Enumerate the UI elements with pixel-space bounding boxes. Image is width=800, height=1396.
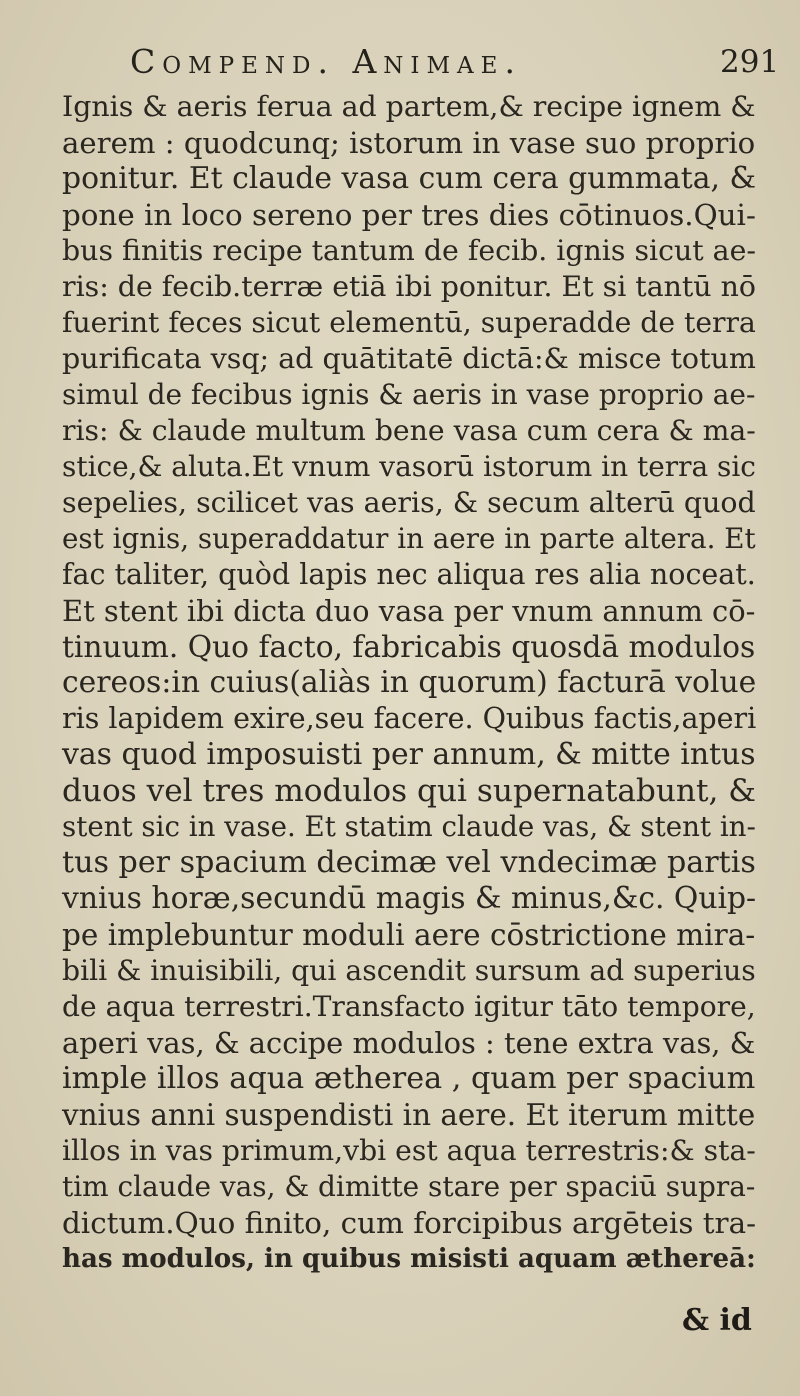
text-line: illos in vas primum,vbi est aqua terrestris:& sta- [62, 1134, 756, 1167]
text-line: cereos:in cuius(aliàs in quorum) facturā volue [62, 665, 757, 700]
page-header [0, 42, 800, 86]
text-line: Ignis & aeris ferua ad partem,& recipe ignem & [62, 90, 756, 123]
text-line: ris lapidem exire,seu facere. Quibus factis,aperi [62, 702, 757, 735]
text-line: bili & inuisibili, qui ascendit sursum ad superius [62, 954, 756, 987]
text-line: stent sic in vase. Et statim claude vas, & stent in- [62, 810, 756, 843]
text-line: bus finitis recipe tantum de fecib. ignis sicut ae- [62, 234, 756, 267]
text-line: tim claude vas, & dimitte stare per spaciū supra- [62, 1170, 756, 1203]
text-line: dictum.Quo finito, cum forcipibus argēteis tra- [62, 1206, 757, 1240]
text-line: pone in loco sereno per tres dies cōtinuos.Qui- [62, 198, 756, 232]
text-line: tus per spacium decimæ vel vndecimæ partis [62, 845, 756, 880]
text-line: de aqua terrestri.Transfacto igitur tāto tempore, [62, 990, 756, 1023]
text-line: aerem : quodcunq; istorum in vase suo proprio [62, 126, 756, 160]
text-line: stice,& aluta.Et vnum vasorū istorum in terra sic [62, 450, 756, 483]
text-line: imple illos aqua ætherea , quam per spacium [62, 1061, 756, 1096]
text-line: pe implebuntur moduli aere cōstrictione mira- [62, 918, 756, 952]
catchword: & id [682, 1303, 752, 1338]
text-line: vnius anni suspendisti in aere. Et iterum mitte [62, 1098, 756, 1132]
text-line: sepelies, scilicet vas aeris, & secum alterū quod [62, 486, 756, 519]
text-line: has modulos, in quibus misisti aquam æthereā: [62, 1243, 756, 1274]
page-number: 291 [720, 44, 780, 80]
text-line: fac taliter, quòd lapis nec aliqua res alia noceat. [62, 558, 756, 591]
text-line: ris: & claude multum bene vasa cum cera & ma- [62, 414, 756, 447]
text-line: aperi vas, & accipe modulos : tene extra vas, & [62, 1026, 756, 1060]
text-line: ponitur. Et claude vasa cum cera gummata, & [62, 161, 756, 196]
text-line: purificata vsq; ad quātitatē dictā:& misce totum [62, 342, 756, 375]
text-line: est ignis, superaddatur in aere in parte altera. Et [62, 522, 756, 555]
running-title: Compend. Animae. [130, 42, 522, 81]
text-line: fuerint feces sicut elementū, superadde de terra [62, 306, 756, 339]
text-line: ris: de fecib.terræ etiā ibi ponitur. Et si tantū nō [62, 270, 756, 303]
text-line: simul de fecibus ignis & aeris in vase proprio ae- [62, 378, 756, 411]
text-line: vas quod imposuisti per annum, & mitte intus [62, 737, 756, 772]
text-line: vnius horæ,secundū magis & minus,&c. Quip- [62, 881, 757, 916]
text-line: tinuum. Quo facto, fabricabis quosdā modulos [62, 629, 756, 664]
text-line: Et stent ibi dicta duo vasa per vnum annum cō- [62, 594, 756, 628]
text-line: duos vel tres modulos qui supernatabunt, & [62, 773, 756, 809]
